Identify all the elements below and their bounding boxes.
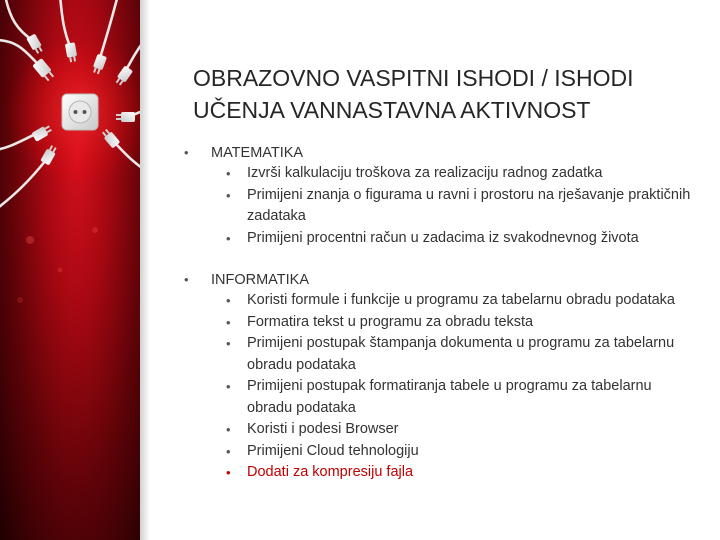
bullet-icon: • (184, 145, 189, 160)
slide-content (184, 143, 694, 484)
list-item (226, 163, 694, 185)
list-item (226, 441, 694, 463)
bullet-icon: • (226, 422, 231, 437)
item-text: Primijeni postupak formatiranja tabele u programu za tabelarnu obradu podataka (247, 378, 652, 416)
outcome-list (184, 163, 694, 249)
list-item (226, 333, 694, 376)
list-item (226, 376, 694, 419)
title-line-1: OBRAZOVNO VASPITNI ISHODI / ISHODI (193, 65, 634, 91)
item-text: Primijeni postupak štampanja dokumenta u programu za tabelarnu obradu podataka (247, 335, 675, 373)
item-text: Koristi i podesi Browser (247, 421, 399, 437)
bullet-icon: • (226, 379, 231, 394)
panel-shadow (140, 0, 150, 540)
bullet-icon: • (226, 465, 231, 480)
item-text: Primijeni Cloud tehnologiju (247, 442, 419, 459)
bullet-icon: • (226, 314, 231, 330)
item-text: Primijeni procentni račun u zadacima iz svakodnevnog života (247, 229, 639, 246)
item-text: Primijeni znanja o figurama u ravni i prostoru na rješavanje praktičnih zadataka (247, 186, 691, 224)
bullet-icon: • (226, 166, 231, 181)
section-heading: INFORMATIKA (211, 272, 310, 288)
section-matematika (184, 143, 694, 249)
bullet-icon: • (226, 336, 231, 351)
power-plugs-illustration (0, 0, 140, 540)
list-item (226, 419, 694, 441)
slide-title (193, 62, 693, 126)
decorative-side-panel (0, 0, 140, 540)
section-heading: MATEMATIKA (211, 145, 304, 161)
list-item (226, 312, 694, 334)
item-text: Koristi formule i funkcije u programu za tabelarnu obradu podataka (247, 292, 675, 308)
bullet-icon: • (226, 293, 231, 308)
list-item (226, 290, 694, 312)
power-socket-icon (62, 94, 98, 130)
bullet-icon: • (226, 443, 231, 459)
outcome-list (184, 290, 694, 484)
title-line-2: UČENJA VANNASTAVNA AKTIVNOST (193, 97, 591, 123)
bullet-icon: • (226, 230, 231, 246)
list-item-highlighted (226, 462, 694, 484)
bullet-icon: • (184, 272, 189, 287)
bullet-icon: • (226, 187, 231, 203)
section-informatika (184, 270, 694, 484)
list-item (226, 185, 694, 228)
item-text: Dodati za kompresiju fajla (247, 464, 414, 480)
item-text: Izvrši kalkulaciju troškova za realizaciju radnog zadatka (247, 165, 603, 181)
list-item (226, 228, 694, 250)
item-text: Formatira tekst u programu za obradu teksta (247, 313, 534, 330)
